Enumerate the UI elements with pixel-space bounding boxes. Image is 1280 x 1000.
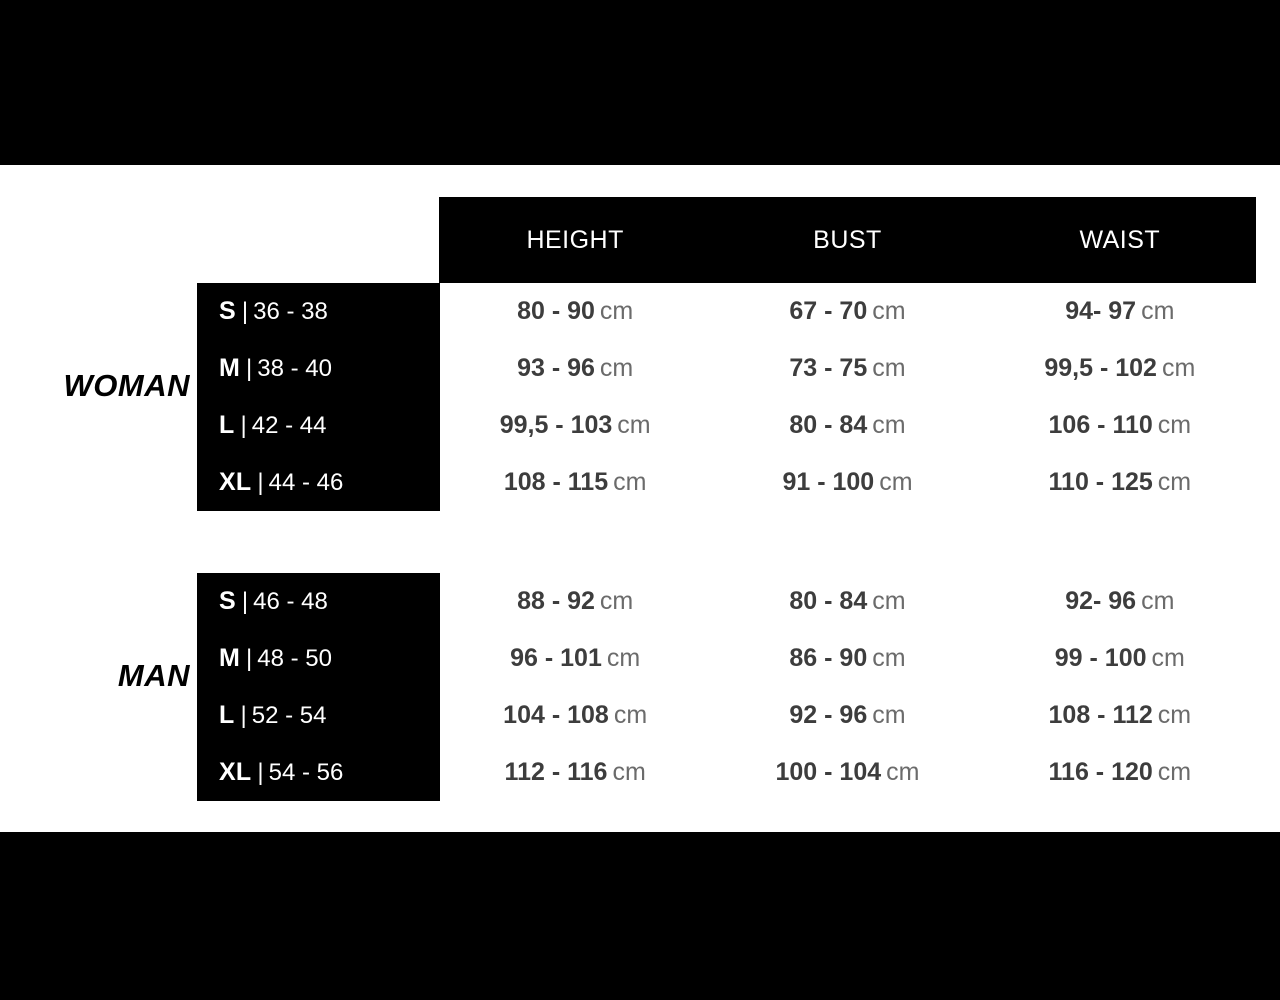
cell-height: 112 - 116 cm [504,758,646,786]
size-range: 42 - 44 [251,411,327,439]
table-row [439,397,1256,454]
cell-bust: 92 - 96 cm [789,701,906,729]
size-separator: | [240,411,247,439]
size-separator: | [257,468,264,496]
size-row [197,340,440,397]
cell-height: 99,5 - 103 cm [499,411,651,439]
size-row [197,630,440,687]
size-separator: | [257,758,264,786]
cell-waist: 92- 96 cm [1065,587,1175,615]
cell-waist: 116 - 120 cm [1048,758,1192,786]
column-header-waist: WAIST [1079,225,1161,254]
cell-waist: 94- 97 cm [1065,297,1175,325]
cell-height: 108 - 115 cm [503,468,647,496]
table-row [439,630,1256,687]
size-block-man [197,573,440,801]
size-code: L [219,411,235,439]
size-separator: | [241,587,249,615]
cell-waist: 110 - 125 cm [1048,468,1192,496]
cell-bust: 91 - 100 cm [782,468,913,496]
cell-bust: 80 - 84 cm [789,587,906,615]
size-range: 38 - 40 [257,354,332,382]
size-code: M [219,644,241,672]
size-row [197,687,440,744]
cell-height: 96 - 101 cm [510,644,641,672]
size-range: 48 - 50 [257,644,332,672]
size-separator: | [246,354,253,382]
size-code: XL [219,758,252,786]
measurements-woman [439,283,1256,511]
size-separator: | [240,701,247,729]
cell-waist: 106 - 110 cm [1048,411,1192,439]
cell-bust: 80 - 84 cm [789,411,906,439]
cell-waist: 99 - 100 cm [1054,644,1185,672]
size-separator: | [241,297,249,325]
size-range: 54 - 56 [268,758,344,786]
size-block-woman [197,283,440,511]
size-separator: | [246,644,253,672]
cell-height: 80 - 90 cm [517,297,634,325]
measurements-man [439,573,1256,801]
column-header-bar [439,197,1256,283]
cell-waist: 108 - 112 cm [1048,701,1192,729]
size-code: S [219,297,236,325]
cell-height: 93 - 96 cm [517,354,634,382]
cell-height: 88 - 92 cm [517,587,634,615]
size-range: 44 - 46 [268,468,344,496]
size-range: 52 - 54 [251,701,327,729]
table-row [439,687,1256,744]
size-range: 46 - 48 [253,587,328,615]
column-header-bust: BUST [813,225,882,254]
section-label-man: MAN [117,658,190,693]
table-row [439,573,1256,630]
section-label-woman: WOMAN [63,368,190,403]
size-row [197,283,440,340]
size-row [197,454,440,511]
size-row [197,744,440,801]
cell-bust: 100 - 104 cm [775,758,920,786]
table-row [439,340,1256,397]
table-row [439,744,1256,801]
size-row [197,573,440,630]
size-row [197,397,440,454]
size-code: S [219,587,236,615]
cell-bust: 86 - 90 cm [789,644,906,672]
size-code: XL [219,468,252,496]
size-code: M [219,354,241,382]
table-row [439,283,1256,340]
table-row [439,454,1256,511]
size-code: L [219,701,235,729]
cell-waist: 99,5 - 102 cm [1044,354,1196,382]
cell-bust: 73 - 75 cm [789,354,906,382]
cell-height: 104 - 108 cm [503,701,648,729]
column-header-height: HEIGHT [526,225,624,254]
size-range: 36 - 38 [253,297,328,325]
cell-bust: 67 - 70 cm [789,297,906,325]
